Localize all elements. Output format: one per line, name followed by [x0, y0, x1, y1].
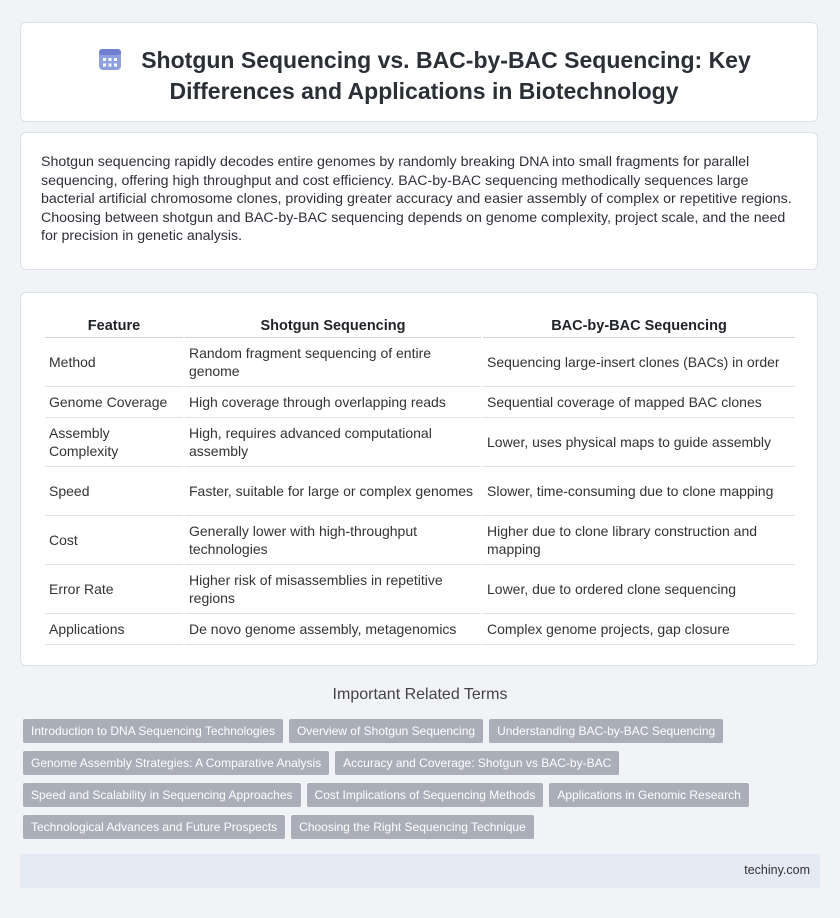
table-row [45, 338, 795, 387]
shotgun-cell: Higher risk of misassemblies in repetitive regions [185, 565, 481, 614]
feature-cell: Method [45, 338, 183, 387]
bac-cell: Complex genome projects, gap closure [483, 614, 795, 645]
table-row [45, 614, 795, 645]
table-row [45, 387, 795, 418]
feature-cell: Genome Coverage [45, 387, 183, 418]
feature-cell: Assembly Complexity [45, 418, 183, 467]
related-term-tag[interactable]: Accuracy and Coverage: Shotgun vs BAC-by-BAC [335, 751, 619, 775]
shotgun-cell: Faster, suitable for large or complex genomes [185, 467, 481, 516]
bac-cell: Slower, time-consuming due to clone mapping [483, 467, 795, 516]
page-title-wrap [51, 45, 797, 107]
shotgun-cell: Generally lower with high-throughput technologies [185, 516, 481, 565]
feature-cell: Error Rate [45, 565, 183, 614]
related-term-tag[interactable]: Speed and Scalability in Sequencing Approaches [23, 783, 301, 807]
intro-card [20, 132, 818, 270]
comparison-table [43, 315, 797, 645]
feature-cell: Applications [45, 614, 183, 645]
feature-cell: Speed [45, 467, 183, 516]
table-row [45, 467, 795, 516]
calendar-grid-icon [97, 46, 123, 72]
related-term-tag[interactable]: Understanding BAC-by-BAC Sequencing [489, 719, 723, 743]
related-term-tag[interactable]: Overview of Shotgun Sequencing [289, 719, 483, 743]
related-terms-list [23, 719, 783, 839]
feature-cell: Cost [45, 516, 183, 565]
related-term-tag[interactable]: Technological Advances and Future Prospects [23, 815, 285, 839]
intro-text: Shotgun sequencing rapidly decodes entire genomes by randomly breaking DNA into small fragments for parallel sequencing, offering high throughput and cost efficiency. BAC-by-BAC sequencing methodically sequences large bacterial artificial chromosome clones, providing greater accuracy and easier assembly of complex or repetitive regions. Choosing between shotgun and BAC-by-BAC sequencing depends on genome complexity, project scale, and the need for precision in genetic analysis. [41, 154, 792, 245]
related-term-tag[interactable]: Introduction to DNA Sequencing Technologies [23, 719, 283, 743]
bac-cell: Sequencing large-insert clones (BACs) in order [483, 338, 795, 387]
comparison-card [20, 292, 818, 666]
bac-cell: Sequential coverage of mapped BAC clones [483, 387, 795, 418]
table-row [45, 418, 795, 467]
bac-cell: Lower, uses physical maps to guide assembly [483, 418, 795, 467]
shotgun-cell: High, requires advanced computational assembly [185, 418, 481, 467]
related-term-tag[interactable]: Cost Implications of Sequencing Methods [307, 783, 544, 807]
table-row [45, 516, 795, 565]
related-term-tag[interactable]: Applications in Genomic Research [549, 783, 748, 807]
bac-cell: Lower, due to ordered clone sequencing [483, 565, 795, 614]
related-terms-title: Important Related Terms [332, 686, 508, 703]
footer-bar [20, 854, 820, 888]
shotgun-cell: De novo genome assembly, metagenomics [185, 614, 481, 645]
bac-cell: Higher due to clone library construction and mapping [483, 516, 795, 565]
column-header: Feature [45, 315, 183, 338]
column-header: Shotgun Sequencing [185, 315, 481, 338]
related-term-tag[interactable]: Genome Assembly Strategies: A Comparative Analysis [23, 751, 329, 775]
header-card [20, 22, 818, 122]
related-term-tag[interactable]: Choosing the Right Sequencing Technique [291, 815, 534, 839]
column-header: BAC-by-BAC Sequencing [483, 315, 795, 338]
site-link[interactable]: techiny.com [744, 863, 810, 877]
table-header-row [45, 315, 795, 338]
shotgun-cell: Random fragment sequencing of entire genome [185, 338, 481, 387]
shotgun-cell: High coverage through overlapping reads [185, 387, 481, 418]
page-title: Shotgun Sequencing vs. BAC-by-BAC Sequencing: Key Differences and Applications in Biotechnology [141, 47, 751, 104]
table-row [45, 565, 795, 614]
